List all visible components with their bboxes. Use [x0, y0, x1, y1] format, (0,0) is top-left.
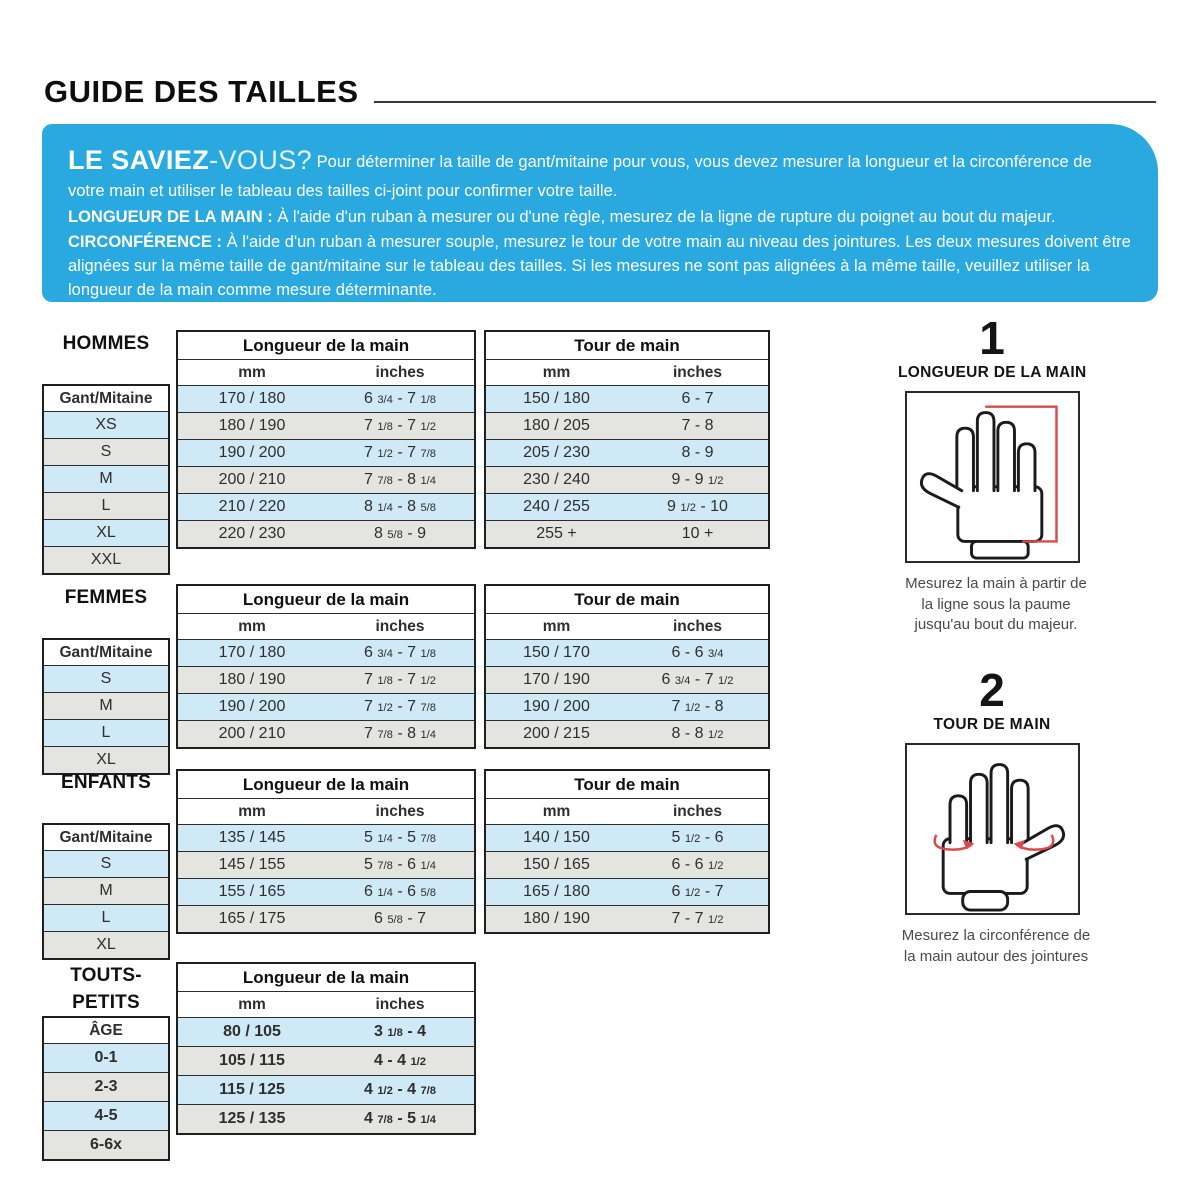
table-row [178, 878, 474, 905]
value-cell: 200 / 210 [218, 471, 286, 488]
table-row [178, 639, 474, 666]
table-row [486, 851, 768, 878]
value-cell: 180 / 190 [523, 910, 590, 927]
size-cell: XL [44, 519, 168, 546]
size-cell: L [44, 904, 168, 931]
value-cell: 115 / 125 [219, 1081, 285, 1098]
table-row [178, 493, 474, 520]
table-row [178, 905, 474, 932]
group-box [176, 769, 476, 934]
group-box [484, 584, 770, 749]
size-column-box [42, 823, 170, 960]
size-cell: XXL [44, 546, 168, 573]
value-cell: 200 / 215 [523, 725, 590, 742]
table-row [178, 666, 474, 693]
info-headline-bold: LE SAVIEZ [68, 145, 210, 175]
value-cell: 165 / 175 [218, 910, 286, 927]
group-box [176, 330, 476, 549]
value-cell: 4 - 4 1/2 [373, 1052, 427, 1069]
table-row [486, 905, 768, 932]
value-cell: 3 1/8 - 4 [373, 1023, 427, 1040]
value-cell: 7 1/2 - 8 [671, 698, 724, 715]
value-cell: 205 / 230 [523, 444, 590, 461]
table-row [178, 385, 474, 412]
value-cell: 6 3/4 - 7 1/8 [363, 644, 437, 661]
info-circumference [68, 231, 1132, 302]
table-row [486, 824, 768, 851]
value-cell: 7 1/2 - 7 7/8 [363, 444, 437, 461]
column-header: inches [326, 614, 474, 639]
value-cell: 150 / 170 [523, 644, 590, 661]
info-intro-text: Pour déterminer la taille de gant/mitaine pour vous, vous devez mesurer la longueur et la circonférence de votre main et utiliser le tableau des tailles ci-joint pour confirmer votre taille. [68, 153, 1092, 200]
group-column [176, 330, 476, 549]
group-header: Tour de main [486, 771, 768, 798]
value-cell: 7 1/8 - 7 1/2 [363, 417, 437, 434]
hand-length-illustration [905, 391, 1080, 563]
value-cell: 5 1/2 - 6 [671, 829, 724, 846]
value-cell: 8 - 9 [681, 444, 714, 461]
step-hand-circumference [898, 664, 1091, 967]
value-cell: 140 / 150 [523, 829, 590, 846]
size-column [42, 962, 170, 1161]
info-hand-length [68, 206, 1132, 230]
table-row [486, 639, 768, 666]
value-cell: 210 / 220 [218, 498, 286, 515]
table-row [486, 666, 768, 693]
table-title: TOUTS-PETITS [70, 965, 142, 1013]
value-cell: 190 / 200 [218, 698, 286, 715]
value-cell: 9 - 9 1/2 [671, 471, 724, 488]
step-hand-length [898, 314, 1086, 635]
info-headline-light: -VOUS? [209, 145, 313, 175]
value-cell: 135 / 145 [218, 829, 286, 846]
size-cell: 6-6x [44, 1130, 168, 1159]
value-cell: 7 1/8 - 7 1/2 [363, 671, 437, 688]
value-cell: 5 7/8 - 6 1/4 [363, 856, 437, 873]
size-cell: M [44, 465, 168, 492]
column-headers [178, 798, 474, 824]
value-cell: 6 - 6 3/4 [671, 644, 724, 661]
value-cell: 150 / 165 [523, 856, 590, 873]
group-header: Tour de main [486, 586, 768, 613]
group-column [484, 330, 770, 549]
value-cell: 230 / 240 [523, 471, 590, 488]
group-box [484, 330, 770, 549]
info-circumference-label: CIRCONFÉRENCE : [68, 233, 223, 252]
value-cell: 6 - 7 [681, 390, 714, 407]
value-cell: 80 / 105 [223, 1023, 281, 1040]
table-row [178, 439, 474, 466]
column-headers [178, 359, 474, 385]
table-row [178, 824, 474, 851]
value-cell: 125 / 135 [218, 1110, 286, 1127]
size-column [42, 330, 170, 575]
table-row [178, 412, 474, 439]
value-cell: 180 / 205 [523, 417, 590, 434]
size-cell: S [44, 665, 168, 692]
value-cell: 6 - 6 1/2 [671, 856, 724, 873]
size-cell: L [44, 492, 168, 519]
value-cell: 180 / 190 [218, 671, 286, 688]
group-header: Longueur de la main [178, 586, 474, 613]
hand-circumference-illustration [905, 743, 1080, 915]
table-row [486, 439, 768, 466]
group-column [484, 584, 770, 749]
column-header: mm [486, 799, 627, 824]
column-header: inches [627, 614, 768, 639]
table-row [486, 466, 768, 493]
column-header: mm [486, 614, 627, 639]
size-column-box [42, 384, 170, 575]
column-header: mm [178, 799, 326, 824]
table-row [486, 878, 768, 905]
title-rule [374, 101, 1156, 103]
group-box [176, 584, 476, 749]
value-cell: 190 / 200 [218, 444, 286, 461]
value-cell: 6 1/4 - 6 5/8 [363, 883, 437, 900]
size-column [42, 584, 170, 775]
value-cell: 200 / 210 [218, 725, 286, 742]
value-cell: 7 - 7 1/2 [671, 910, 724, 927]
table-row [486, 693, 768, 720]
value-cell: 145 / 155 [218, 856, 286, 873]
info-circumference-text: À l'aide d'un ruban à mesurer souple, mesurez le tour de votre main au niveau des jointures. Les deux mesures doivent être alignées sur la même taille de gant/mitaine sur le tableau des tailles. Si les mesures ne sont pas alignées à la même taille, veuillez utiliser la longueur de la main comme mesure déterminante. [68, 233, 1131, 299]
page-title: GUIDE DES TAILLES [44, 74, 359, 109]
column-header: mm [178, 614, 326, 639]
value-cell: 220 / 230 [218, 525, 286, 542]
info-intro [68, 141, 1132, 204]
step-title: TOUR DE MAIN [933, 716, 1051, 734]
value-cell: 165 / 180 [523, 883, 590, 900]
size-cell: 4-5 [44, 1101, 168, 1130]
table-row [178, 1017, 474, 1046]
value-cell: 6 3/4 - 7 1/2 [661, 671, 734, 688]
value-cell: 8 - 8 1/2 [671, 725, 724, 742]
column-header: inches [326, 360, 474, 385]
table-row [178, 693, 474, 720]
table-row [178, 1046, 474, 1075]
table-title: ENFANTS [60, 772, 152, 793]
size-column-box [42, 638, 170, 775]
step-title: LONGUEUR DE LA MAIN [898, 364, 1087, 382]
table-row [486, 385, 768, 412]
value-cell: 6 3/4 - 7 1/8 [363, 390, 437, 407]
table-row [178, 466, 474, 493]
table-row [486, 412, 768, 439]
size-cell: XL [44, 931, 168, 958]
size-cell: S [44, 850, 168, 877]
column-header: inches [326, 799, 474, 824]
hand-outline-icon [907, 745, 1078, 913]
row-header: Gant/Mitaine [44, 386, 168, 411]
value-cell: 170 / 190 [523, 671, 590, 688]
column-header: inches [326, 992, 474, 1017]
column-header: mm [178, 360, 326, 385]
step-caption: Mesurez la main à partir de la ligne sous la paume jusqu'au bout du majeur. [905, 575, 1087, 633]
table-title: FEMMES [64, 587, 148, 608]
column-headers [178, 991, 474, 1017]
group-column [176, 769, 476, 934]
column-header: inches [627, 799, 768, 824]
group-header: Longueur de la main [178, 332, 474, 359]
value-cell: 5 1/4 - 5 7/8 [363, 829, 437, 846]
info-box [42, 124, 1158, 302]
column-header: mm [486, 360, 627, 385]
size-cell: 0-1 [44, 1043, 168, 1072]
value-cell: 4 7/8 - 5 1/4 [363, 1110, 437, 1127]
table-row [486, 520, 768, 547]
value-cell: 190 / 200 [523, 698, 590, 715]
value-cell: 6 1/2 - 7 [671, 883, 724, 900]
group-box [484, 769, 770, 934]
group-column [484, 769, 770, 934]
size-column [42, 769, 170, 960]
table-title: HOMMES [62, 333, 150, 354]
row-header: Gant/Mitaine [44, 825, 168, 850]
value-cell: 105 / 115 [219, 1052, 285, 1069]
size-cell: 2-3 [44, 1072, 168, 1101]
hand-outline-icon [907, 393, 1078, 561]
value-cell: 240 / 255 [523, 498, 590, 515]
value-cell: 7 7/8 - 8 1/4 [363, 725, 437, 742]
value-cell: 4 1/2 - 4 7/8 [363, 1081, 437, 1098]
row-header: Gant/Mitaine [44, 640, 168, 665]
table-row [178, 1075, 474, 1104]
table-row [178, 520, 474, 547]
group-box [176, 962, 476, 1135]
column-headers [486, 613, 768, 639]
value-cell: 8 1/4 - 8 5/8 [363, 498, 437, 515]
size-column-box [42, 1016, 170, 1161]
size-cell: S [44, 438, 168, 465]
table-row [178, 1104, 474, 1133]
table-row [178, 720, 474, 747]
group-header: Longueur de la main [178, 964, 474, 991]
size-cell: M [44, 692, 168, 719]
info-hand-length-label: LONGUEUR DE LA MAIN : [68, 207, 273, 226]
column-headers [486, 798, 768, 824]
group-column [176, 962, 476, 1135]
value-cell: 170 / 180 [218, 644, 286, 661]
table-row [178, 851, 474, 878]
row-header: ÂGE [44, 1018, 168, 1043]
value-cell: 8 5/8 - 9 [373, 525, 427, 542]
value-cell: 7 - 8 [681, 417, 714, 434]
table-row [486, 720, 768, 747]
value-cell: 170 / 180 [218, 390, 286, 407]
column-header: inches [627, 360, 768, 385]
size-cell: M [44, 877, 168, 904]
column-headers [178, 613, 474, 639]
value-cell: 150 / 180 [523, 390, 590, 407]
value-cell: 155 / 165 [218, 883, 286, 900]
value-cell: 10 + [681, 525, 714, 542]
group-header: Longueur de la main [178, 771, 474, 798]
size-cell: XL [44, 746, 168, 773]
info-hand-length-text: À l'aide d'un ruban à mesurer ou d'une règle, mesurez de la ligne de rupture du poignet au bout du majeur. [277, 207, 1056, 226]
value-cell: 255 + [536, 525, 577, 542]
table-row [486, 493, 768, 520]
value-cell: 6 5/8 - 7 [373, 910, 427, 927]
step-caption: Mesurez la circonférence de la main autour des jointures [901, 927, 1091, 965]
column-header: mm [178, 992, 326, 1017]
value-cell: 9 1/2 - 10 [667, 498, 728, 515]
value-cell: 7 1/2 - 7 7/8 [363, 698, 437, 715]
size-cell: L [44, 719, 168, 746]
step-number: 2 [979, 664, 1005, 716]
group-header: Tour de main [486, 332, 768, 359]
value-cell: 180 / 190 [218, 417, 286, 434]
step-number: 1 [979, 312, 1005, 364]
size-cell: XS [44, 411, 168, 438]
column-headers [486, 359, 768, 385]
group-column [176, 584, 476, 749]
value-cell: 7 7/8 - 8 1/4 [363, 471, 437, 488]
